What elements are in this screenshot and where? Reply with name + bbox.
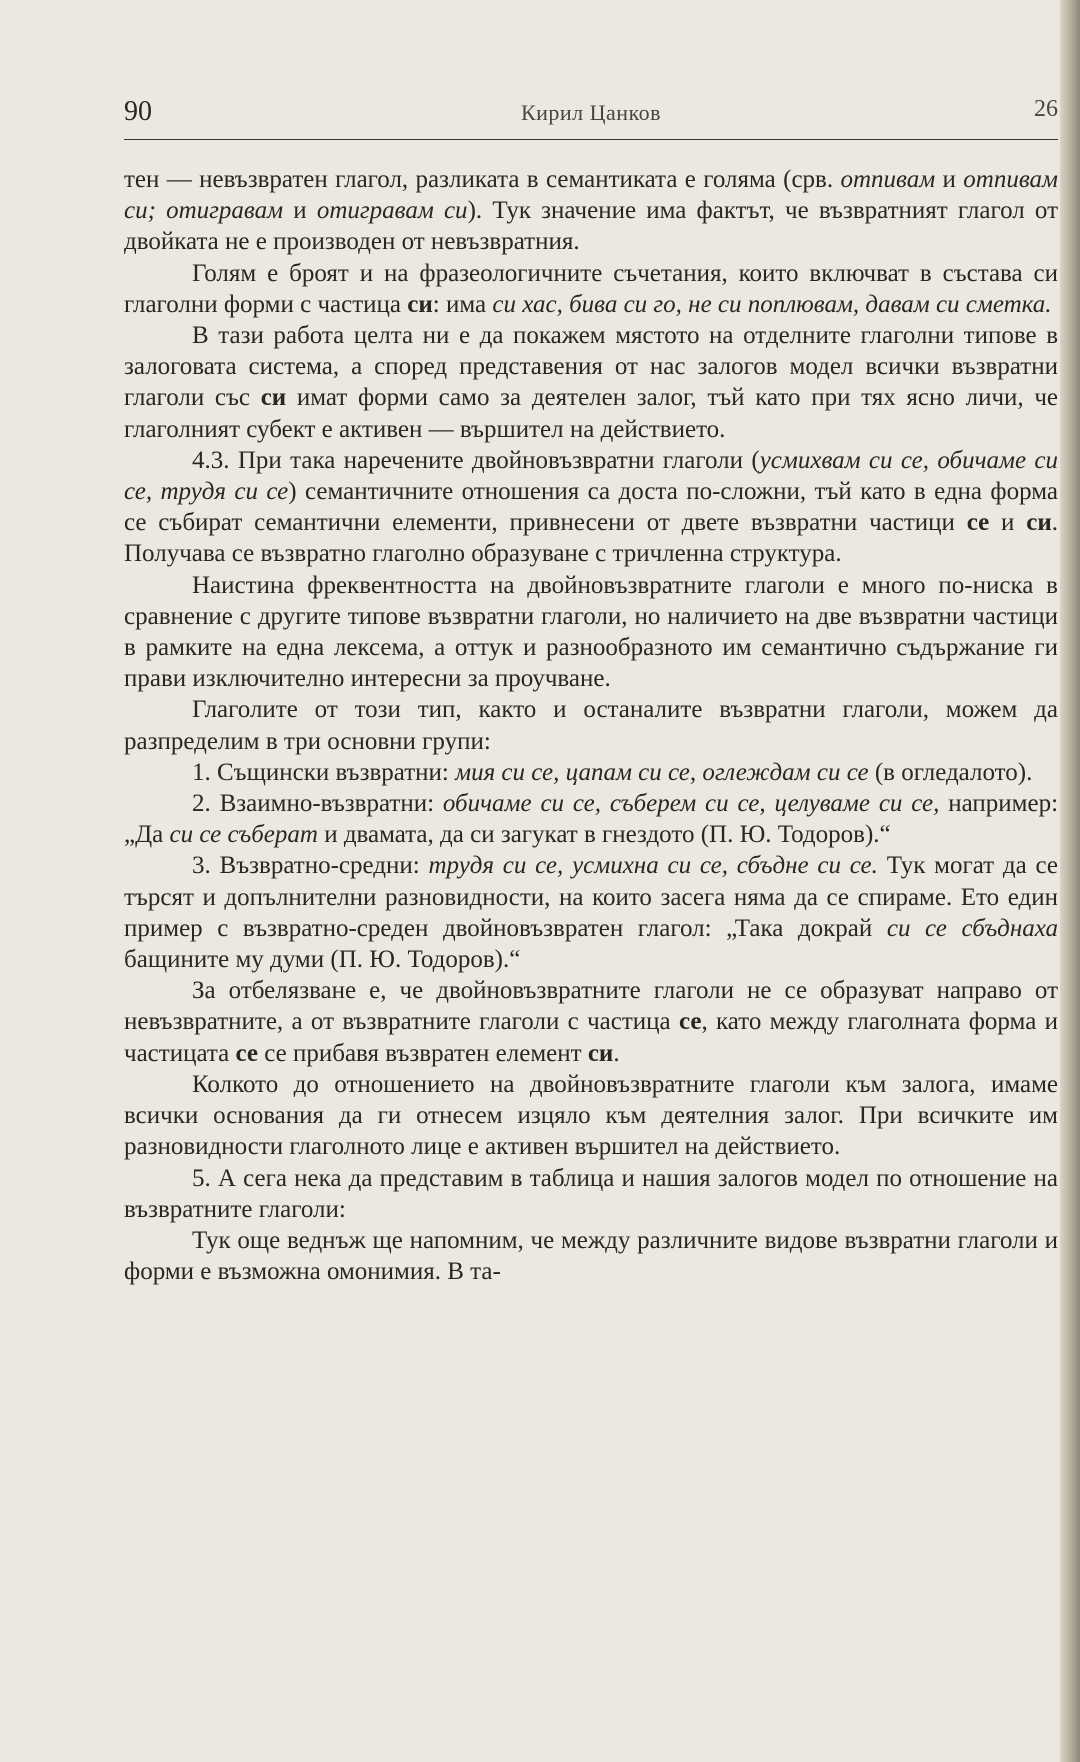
bold-particle: се xyxy=(235,1039,258,1067)
text-run: . xyxy=(613,1039,620,1067)
bold-particle: се xyxy=(966,509,990,537)
italic-example: усмихвам си се, обичаме си се, трудя си се xyxy=(124,446,1059,506)
text-run: : има xyxy=(432,290,493,318)
running-title: Кирил Цанков xyxy=(520,100,662,125)
italic-example: обичаме си се, съберем си се, целуваме си се, xyxy=(442,790,940,818)
text-run: Голям е броят и на фразеологичните съчетания, които включват в състава си глаголни форми с частица xyxy=(124,259,1058,318)
bold-particle: си xyxy=(1026,509,1052,537)
text-run: За отбелязване е, че двойновъзвратните глаголи не се образуват направо от невъзвратните, а от възвратните глаголи с частица xyxy=(124,977,1058,1036)
text-run: Тук още веднъж ще напомним, че между различните видове възвратни глаголи и форми е възможна омонимия. В та- xyxy=(124,1226,1058,1286)
text-run: 4.3. При така наречените двойновъзвратни глаголи ( xyxy=(192,446,760,474)
body-text xyxy=(124,164,1058,1287)
text-run: и xyxy=(935,166,964,193)
paragraph xyxy=(124,1163,1058,1225)
paragraph xyxy=(124,320,1058,445)
paragraph xyxy=(124,1069,1058,1163)
text-run: Тук могат да се търсят и допълнителни разновидности, на които засега няма да се спираме. Ето един пример с възвратно-среден двойновъзвратен глагол: „Така докрай xyxy=(124,852,1058,942)
italic-example: отпивам си; отигравам xyxy=(124,166,1058,225)
text-run: Колкото до отношението на двойновъзвратните глаголи към залога, имаме всички основания да ги отнесем изцяло към деятелния залог. При всичките им разновидности глаголното лице е активен вършител на действието. xyxy=(124,1070,1058,1161)
text-run: и xyxy=(283,197,317,225)
text-run: 5. А сега нека да представим в таблица и нашия залогов модел по отношение на възвратните глаголи: xyxy=(124,1164,1058,1223)
header-rule xyxy=(124,139,1058,140)
text-run: ) семантичните отношения са доста по-сложни, тъй като в една форма се събират семантични елементи, привнесени от двете възвратни частици xyxy=(124,478,1058,537)
folio-number: 26 xyxy=(1034,96,1058,122)
italic-example: отигравам си xyxy=(316,197,468,225)
text-run: Глаголите от този тип, както и останалите възвратни глаголи, можем да разпределим в три основни групи: xyxy=(124,696,1058,755)
text-run: Наистина фреквентността на двойновъзвратните глаголи е много по-ниска в сравнение с другите типове възвратни глаголи, но наличието на две възвратни частици в рамките на една лексема, а оттук и разнообразното им семантично съдържание ги прави изключително интересни за проучване. xyxy=(124,571,1058,693)
bold-particle: си xyxy=(587,1039,614,1067)
italic-example: мия си се, цапам си се, оглеждам си се xyxy=(455,758,869,786)
page-number: 90 xyxy=(124,96,152,127)
italic-example: си се сбъднаха xyxy=(886,914,1058,942)
text-run: . Получава се възвратно глаголно образуване с тричленна структура. xyxy=(124,509,1058,568)
text-run: 2. Взаимно-възвратни: xyxy=(192,790,443,818)
text-run: , като между глаголната форма и частицата xyxy=(124,1008,1058,1067)
paragraph xyxy=(124,1225,1058,1287)
text-run: 1. Същински възвратни: xyxy=(192,758,456,786)
text-run: имат форми само за деятелен залог, тъй като при тях ясно личи, че глаголният субект е активен — вършител на действието. xyxy=(124,384,1058,443)
list-item xyxy=(124,788,1058,850)
bold-particle: си xyxy=(407,290,433,318)
text-run: например: „Да xyxy=(124,790,1059,849)
paragraph xyxy=(124,445,1058,570)
italic-example: трудя си се, усмихна си се, сбъдне си се. xyxy=(428,852,878,880)
list-item xyxy=(124,757,1058,788)
list-item xyxy=(124,850,1058,975)
text-run: 3. Възвратно-средни: xyxy=(192,852,429,880)
text-run: тен — невъзвратен глагол, разликата в семантиката е голяма (срв. xyxy=(124,166,841,193)
page-header xyxy=(124,96,1058,136)
paragraph xyxy=(124,258,1058,320)
italic-example: си хас, бива си го, не си поплювам, давам си сметка. xyxy=(492,290,1052,318)
book-spine-edge xyxy=(1060,0,1080,1762)
bold-particle: се xyxy=(678,1008,702,1036)
bold-particle: си xyxy=(260,384,287,412)
paragraph xyxy=(124,975,1058,1069)
text-run: (в огледалото). xyxy=(868,758,1033,786)
italic-example: си се съберат xyxy=(169,821,318,849)
text-run: ). Тук значение има фактът, че възвратният глагол от двойката не е производен от невъзвратния. xyxy=(124,197,1058,256)
text-run: и двамата, да си загукат в гнездото (П. Ю. Тодоров).“ xyxy=(317,821,891,849)
paragraph xyxy=(124,694,1058,756)
text-run: и xyxy=(989,509,1027,537)
italic-example: отпивам xyxy=(840,166,936,193)
text-run: се прибавя възвратен елемент xyxy=(257,1039,588,1067)
paragraph xyxy=(124,570,1058,695)
text-run: бащините му думи (П. Ю. Тодоров).“ xyxy=(124,946,521,974)
paragraph xyxy=(124,164,1058,258)
text-run: В тази работа целта ни е да покажем мястото на отделните глаголни типове в залоговата система, а според представения от нас залогов модел всички възвратни глаголи със xyxy=(124,322,1058,412)
